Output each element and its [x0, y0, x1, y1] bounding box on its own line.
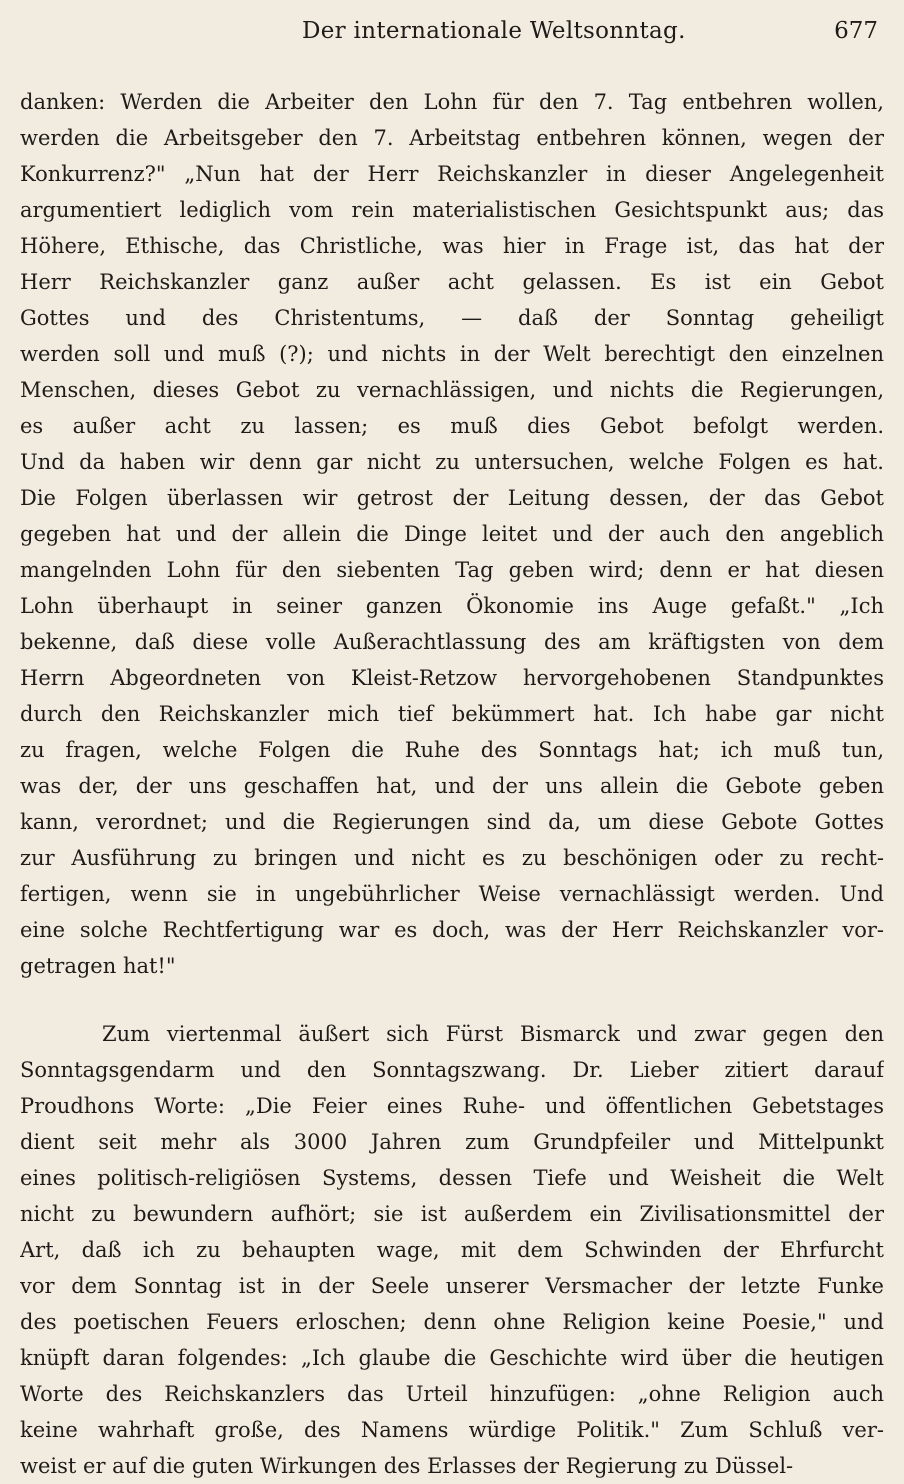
text-line: Lohn überhaupt in seiner ganzen Ökonomie ins Auge gefaßt." „Ich: [20, 594, 884, 618]
text-line: Sonntagsgendarm und den Sonntagszwang. Dr. Lieber zitiert darauf: [20, 1058, 884, 1082]
paragraph-gap: [20, 984, 884, 1016]
paragraph-2: [20, 1016, 884, 1484]
text-line: Herrn Abgeordneten von Kleist-Retzow hervorgehobenen Standpunktes: [20, 666, 884, 690]
text-line: eine solche Rechtfertigung war es doch, was der Herr Reichskanzler vor-: [20, 918, 884, 942]
running-title: Der internationale Weltsonntag.: [302, 18, 686, 44]
text-line: argumentiert lediglich vom rein materialistischen Gesichtspunkt aus; das: [20, 198, 884, 222]
text-line: bekenne, daß diese volle Außerachtlassung des am kräftigsten von dem: [20, 630, 884, 654]
text-line: Höhere, Ethische, das Christliche, was hier in Frage ist, das hat der: [20, 234, 884, 258]
text-line: durch den Reichskanzler mich tief bekümmert hat. Ich habe gar nicht: [20, 702, 884, 726]
text-line: zu fragen, welche Folgen die Ruhe des Sonntags hat; ich muß tun,: [20, 738, 884, 762]
text-line: Menschen, dieses Gebot zu vernachlässigen, und nichts die Regierungen,: [20, 378, 884, 402]
text-line: Herr Reichskanzler ganz außer acht gelassen. Es ist ein Gebot: [20, 270, 884, 294]
text-line: Art, daß ich zu behaupten wage, mit dem Schwinden der Ehrfurcht: [20, 1238, 884, 1262]
text-line: vor dem Sonntag ist in der Seele unserer Versmacher der letzte Funke: [20, 1274, 884, 1298]
text-line: was der, der uns geschaffen hat, und der uns allein die Gebote geben: [20, 774, 884, 798]
text-line: getragen hat!": [20, 954, 176, 978]
page-header: [20, 18, 884, 54]
text-line: Proudhons Worte: „Die Feier eines Ruhe- und öffentlichen Gebetstages: [20, 1094, 884, 1118]
text-line: fertigen, wenn sie in ungebührlicher Weise vernachlässigt werden. Und: [20, 882, 884, 906]
text-line: Worte des Reichskanzlers das Urteil hinzufügen: „ohne Religion auch: [20, 1382, 884, 1406]
text-line: Zum viertenmal äußert sich Fürst Bismarck und zwar gegen den: [102, 1022, 884, 1046]
text-line: des poetischen Feuers erloschen; denn ohne Religion keine Poesie," und: [20, 1310, 884, 1334]
text-line: es außer acht zu lassen; es muß dies Gebot befolgt werden.: [20, 414, 884, 438]
text-line: werden soll und muß (?); und nichts in der Welt berechtigt den einzelnen: [20, 342, 884, 366]
text-line: knüpft daran folgendes: „Ich glaube die Geschichte wird über die heutigen: [20, 1346, 884, 1370]
text-line: danken: Werden die Arbeiter den Lohn für den 7. Tag entbehren wollen,: [20, 90, 884, 114]
text-line: zur Ausführung zu bringen und nicht es zu beschönigen oder zu recht-: [20, 846, 884, 870]
text-line: Gottes und des Christentums, — daß der Sonntag geheiligt: [20, 306, 884, 330]
text-line: werden die Arbeitsgeber den 7. Arbeitstag entbehren können, wegen der: [20, 126, 884, 150]
text-line: eines politisch-religiösen Systems, dessen Tiefe und Weisheit die Welt: [20, 1166, 884, 1190]
text-line: gegeben hat und der allein die Dinge leitet und der auch den angeblich: [20, 522, 884, 546]
text-line: keine wahrhaft große, des Namens würdige Politik." Zum Schluß ver-: [20, 1418, 884, 1442]
text-line: Die Folgen überlassen wir getrost der Leitung dessen, der das Gebot: [20, 486, 884, 510]
page-number: 677: [834, 18, 878, 44]
text-line: kann, verordnet; und die Regierungen sind da, um diese Gebote Gottes: [20, 810, 884, 834]
text-line: weist er auf die guten Wirkungen des Erlasses der Regierung zu Düssel-: [20, 1454, 794, 1478]
text-line: dient seit mehr als 3000 Jahren zum Grundpfeiler und Mittelpunkt: [20, 1130, 884, 1154]
text-line: mangelnden Lohn für den siebenten Tag geben wird; denn er hat diesen: [20, 558, 884, 582]
page-body: [20, 84, 884, 1484]
text-line: Und da haben wir denn gar nicht zu untersuchen, welche Folgen es hat.: [20, 450, 884, 474]
paragraph-1: [20, 84, 884, 984]
text-line: nicht zu bewundern aufhört; sie ist außerdem ein Zivilisationsmittel der: [20, 1202, 884, 1226]
text-line: Konkurrenz?" „Nun hat der Herr Reichskanzler in dieser Angelegenheit: [20, 162, 884, 186]
